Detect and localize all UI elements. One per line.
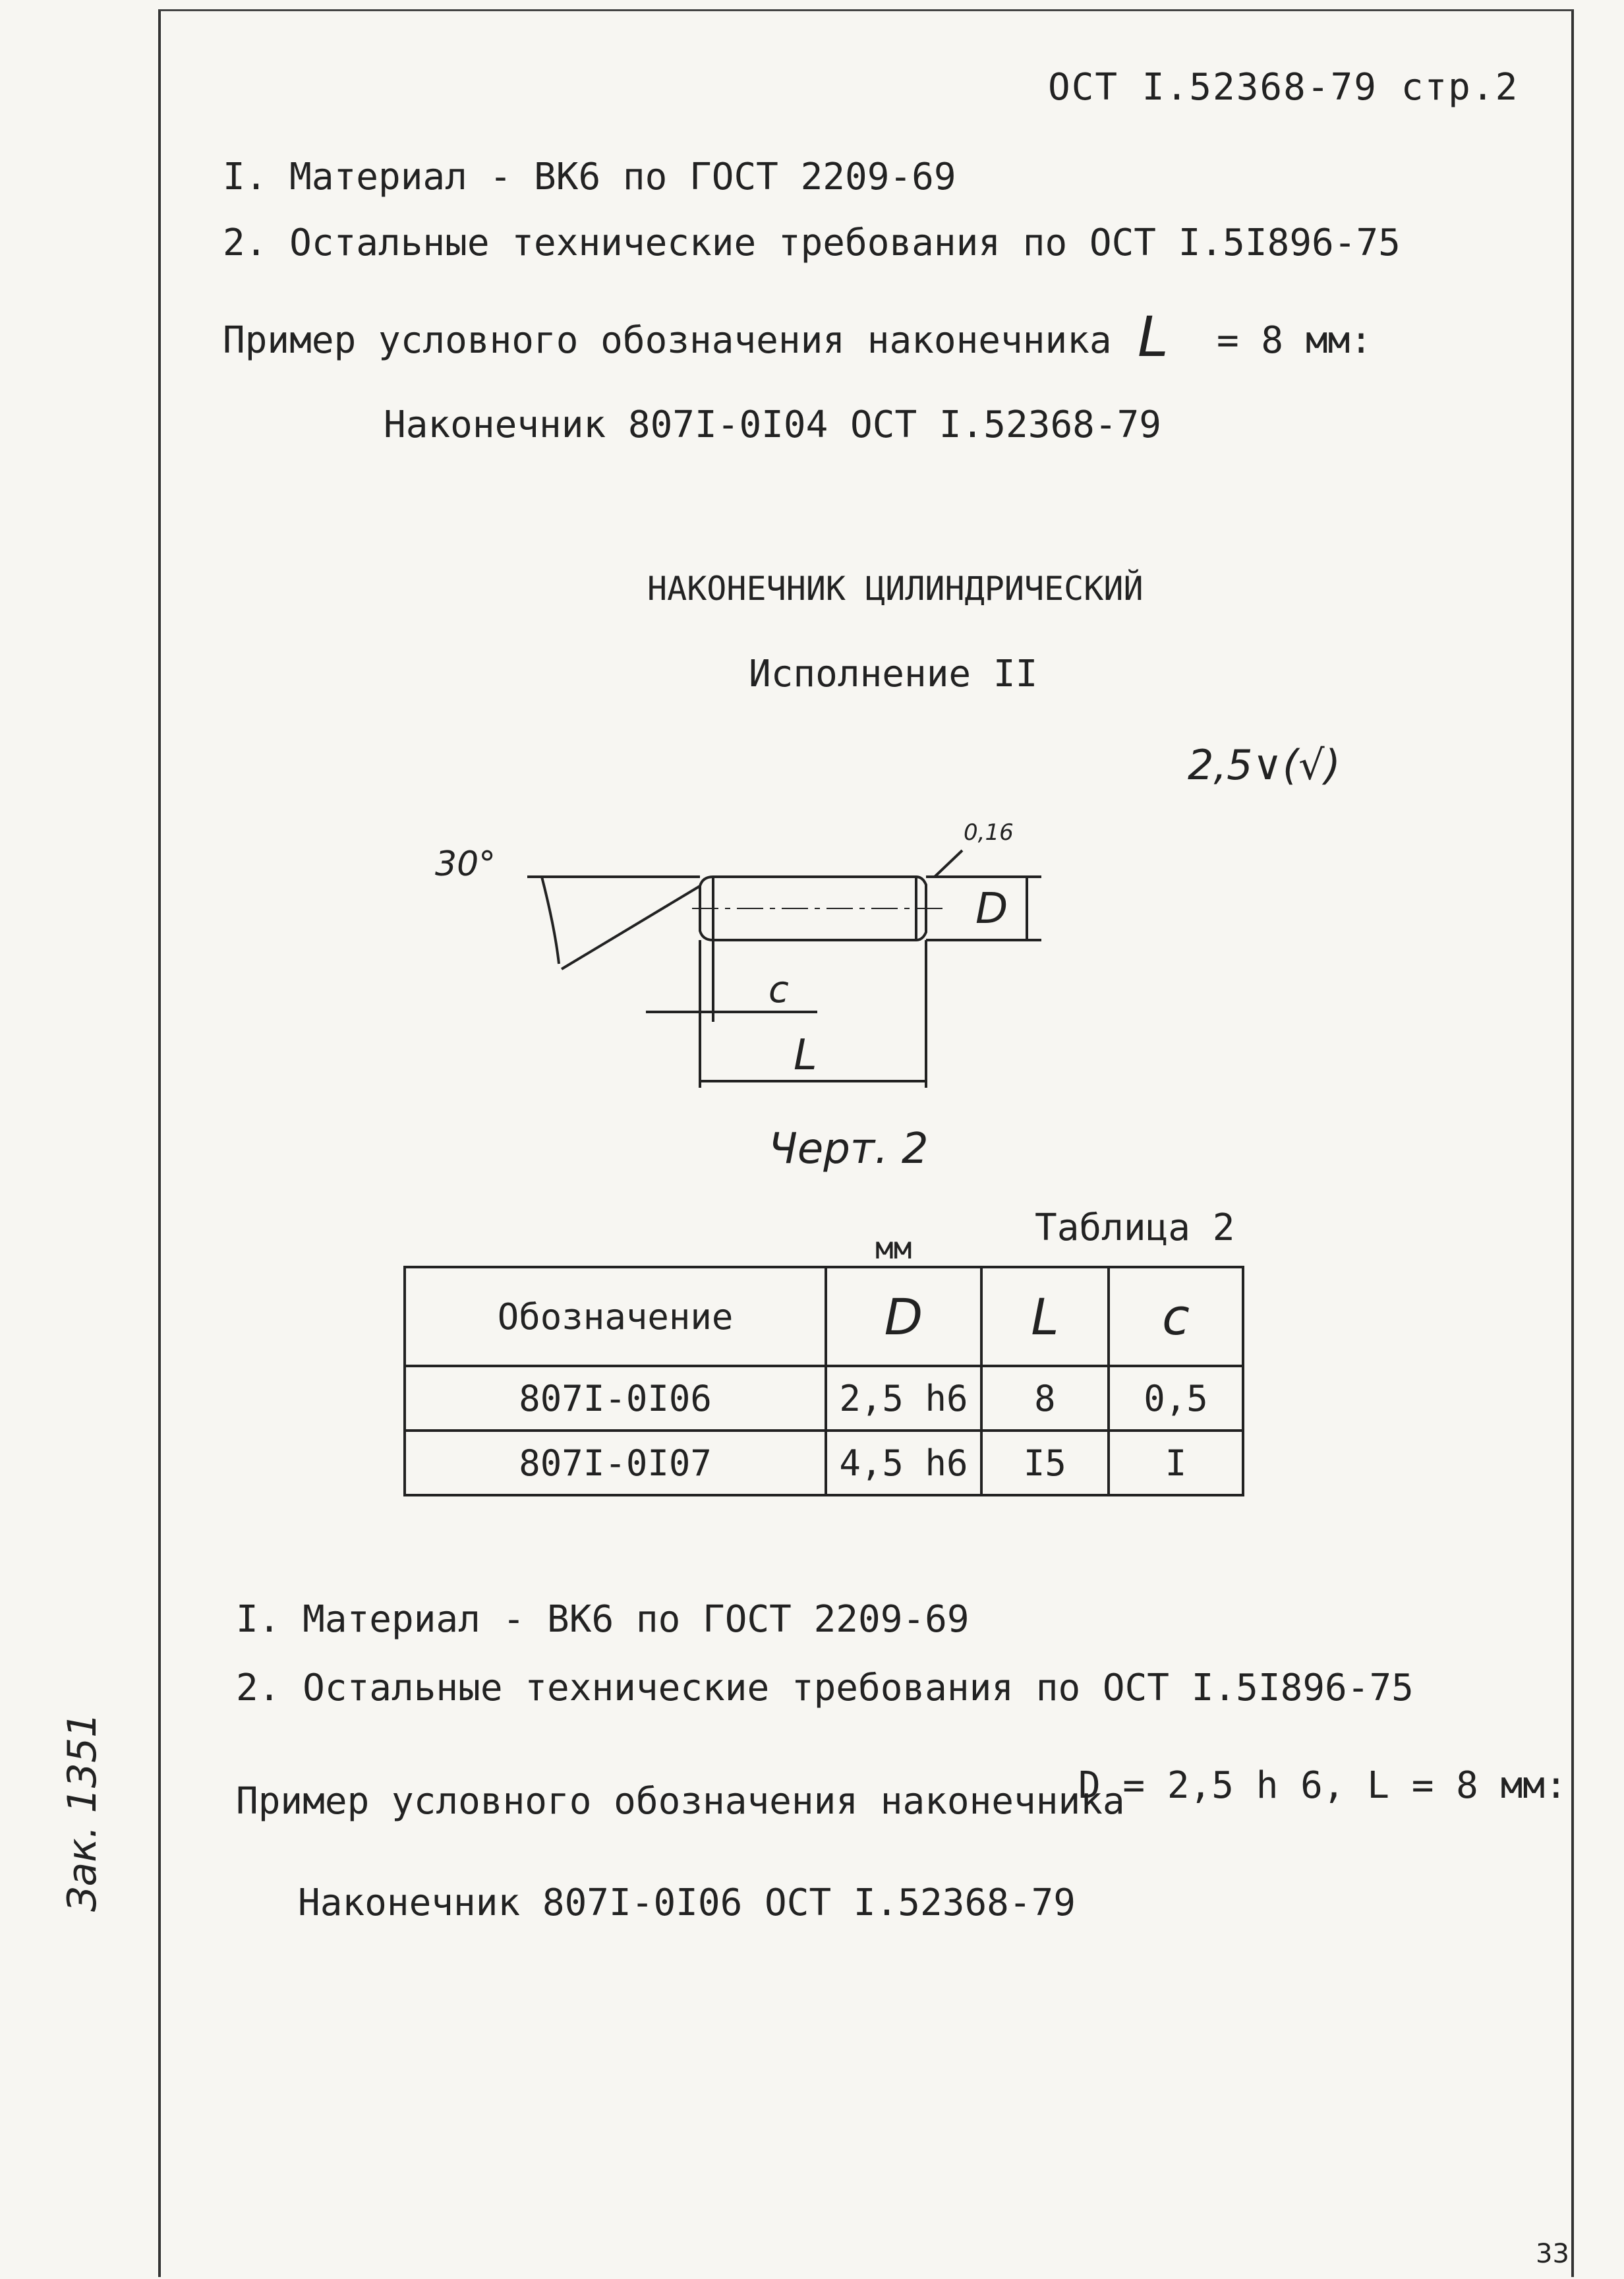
surface-leader — [935, 850, 962, 877]
header-designation: Обозначение — [405, 1267, 826, 1366]
example-value-1: = 8 мм: — [1217, 319, 1373, 362]
cell-c: 0,5 — [1109, 1366, 1243, 1431]
drawing-caption: Черт. 2 — [768, 1125, 929, 1173]
requirement-material-1: I. Материал - ВК6 по ГОСТ 2209-69 — [223, 156, 956, 198]
cell-l: 8 — [981, 1366, 1109, 1431]
cell-c: I — [1109, 1431, 1243, 1495]
table-header-row — [405, 1267, 1243, 1366]
example-label-2: Пример условного обозначения наконечника — [236, 1780, 1125, 1823]
page-number: 33 — [1536, 2239, 1569, 2269]
table-caption: Таблица 2 — [1035, 1206, 1235, 1249]
table-row — [405, 1431, 1243, 1495]
requirement-other-2: 2. Остальные технические требования по ОСТ I.5I896-75 — [236, 1667, 1414, 1709]
designation-2: Наконечник 807I-0I06 ОСТ I.52368-79 — [298, 1881, 1076, 1924]
angle-arc — [542, 877, 559, 964]
cell-designation: 807I-0I07 — [405, 1431, 826, 1495]
cell-d: 4,5 h6 — [826, 1431, 981, 1495]
document-header: ОСТ I.52368-79 стр.2 — [1048, 66, 1519, 109]
example-l-symbol-1: L — [1138, 305, 1169, 369]
table-row — [405, 1366, 1243, 1431]
surface-label: 0,16 — [964, 819, 1014, 846]
units-label: мм — [875, 1230, 912, 1266]
header-d: D — [826, 1267, 981, 1366]
tip-drawing — [395, 811, 1120, 1206]
dim-l-label: L — [794, 1031, 817, 1080]
requirement-other-1: 2. Остальные технические требования по ОСТ I.5I896-75 — [223, 222, 1401, 264]
example-value-2: D = 2,5 h 6, L = 8 мм: — [1078, 1764, 1567, 1807]
designation-1: Наконечник 807I-0I04 ОСТ I.52368-79 — [384, 403, 1162, 446]
dim-d-label: D — [975, 885, 1008, 933]
variant-label: Исполнение II — [749, 653, 1038, 696]
angle-label: 30° — [435, 844, 496, 884]
header-l: L — [981, 1267, 1109, 1366]
cell-d: 2,5 h6 — [826, 1366, 981, 1431]
example-label-1: Пример условного обозначения наконечника — [223, 319, 1112, 362]
roughness-symbol: 2,5∨(√) — [1188, 741, 1341, 789]
cell-designation: 807I-0I06 — [405, 1366, 826, 1431]
section-title: НАКОНЕЧНИК ЦИЛИНДРИЧЕСКИЙ — [647, 570, 1144, 608]
dim-c-label: c — [768, 968, 789, 1011]
angle-line-2 — [562, 886, 700, 969]
requirement-material-2: I. Материал - ВК6 по ГОСТ 2209-69 — [236, 1598, 970, 1641]
margin-note: Зак. 1351 — [59, 1712, 105, 1912]
cell-l: I5 — [981, 1431, 1109, 1495]
spec-table — [403, 1266, 1244, 1496]
header-c: c — [1109, 1267, 1243, 1366]
